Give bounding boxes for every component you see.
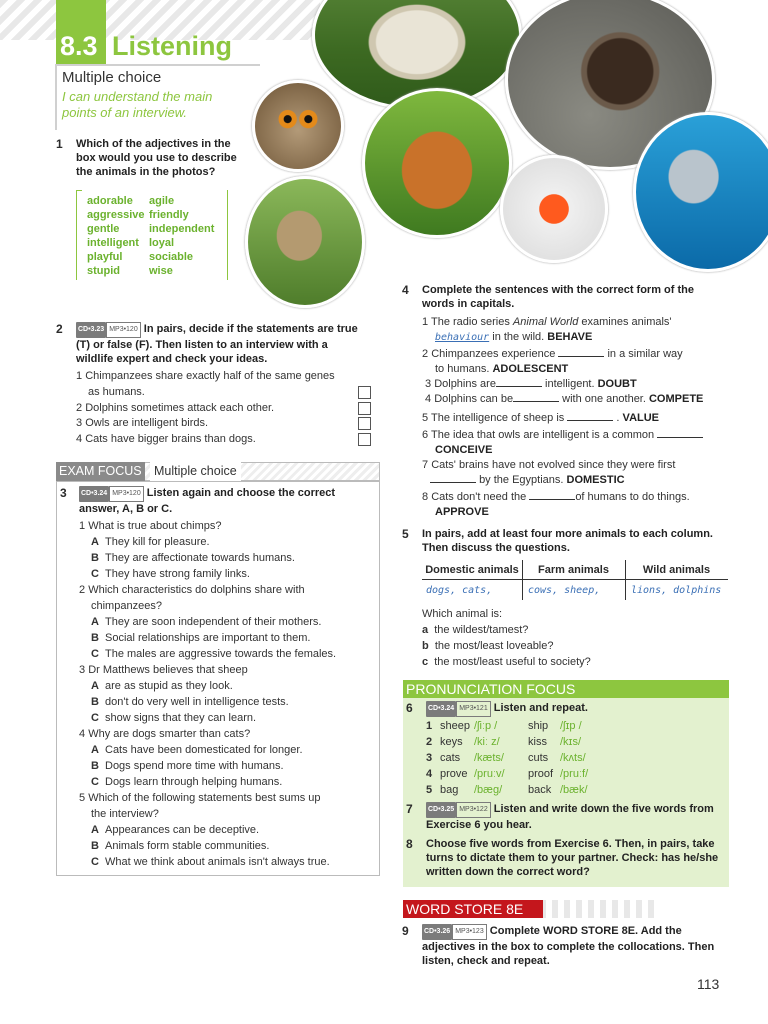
- option-text: They are soon independent of their mothers.: [105, 616, 322, 628]
- answer-option[interactable]: [79, 550, 374, 566]
- item-text: Cats have bigger brains than dogs.: [85, 433, 256, 445]
- sentence-text: of humans to do things.: [575, 491, 690, 503]
- cd-track-badge: CD•3.23: [76, 322, 106, 338]
- word: proof: [528, 768, 554, 780]
- adjective: adorable: [87, 195, 133, 207]
- option-letter: A: [91, 744, 99, 756]
- item-text: the wildest/tamest?: [434, 624, 529, 636]
- ex1-instruction: Which of the adjectives in the box would you use to describe the animals in the photos?: [76, 138, 237, 178]
- ex9-number: 9: [402, 924, 409, 938]
- phonetic: /bæk/: [560, 784, 588, 796]
- capital-word: APPROVE: [435, 506, 489, 518]
- option-text: Social relationships are important to them.: [105, 632, 311, 644]
- option-letter: C: [91, 712, 99, 724]
- ex3-instruction: [79, 486, 369, 516]
- sentence-text: to humans.: [435, 363, 493, 375]
- animal-table: [422, 560, 728, 600]
- ex4-sentence-7: 7 Cats' brains have not evolved since they were first: [422, 459, 676, 471]
- photo-cat: [245, 176, 365, 308]
- option-letter: A: [91, 680, 99, 692]
- question-text: Which characteristics do dolphins share with: [88, 584, 305, 596]
- ex5-item-b: [422, 639, 554, 654]
- minimal-pair: [426, 767, 726, 783]
- word: keys: [440, 736, 463, 748]
- ex8-number: 8: [406, 837, 413, 851]
- option-text: Dogs spend more time with humans.: [105, 760, 284, 772]
- ex6-instruction: [426, 701, 588, 717]
- adjective: friendly: [149, 209, 189, 221]
- table-cell[interactable]: cows, sheep,: [528, 585, 601, 596]
- column-header: Domestic animals: [425, 564, 519, 576]
- sentence-text: Cats' brains have not evolved since they were first: [431, 459, 676, 471]
- adjective: playful: [87, 251, 123, 263]
- option-letter: C: [91, 648, 99, 660]
- ex4-sentence-1-cont: [435, 330, 592, 345]
- word: ship: [528, 720, 549, 732]
- word: prove: [440, 768, 468, 780]
- sentence-text: with one another.: [562, 393, 649, 405]
- phonetic: /ʃɪp /: [560, 720, 582, 732]
- word-store-arrows: [540, 900, 660, 918]
- option-text: Appearances can be deceptive.: [105, 824, 260, 836]
- option-text: Animals form stable communities.: [105, 840, 270, 852]
- answer-option[interactable]: [79, 630, 374, 646]
- subtitle: Multiple choice: [62, 69, 162, 86]
- cd-track-badge: CD•3.24: [79, 486, 109, 502]
- ex4-number: 4: [402, 283, 409, 297]
- capital-word: BEHAVE: [547, 331, 593, 343]
- option-letter: C: [91, 568, 99, 580]
- ex1-number: 1: [56, 137, 63, 151]
- tf-checkbox[interactable]: [358, 386, 371, 399]
- adjective: agile: [149, 195, 175, 207]
- answer-option[interactable]: [79, 854, 374, 870]
- question-stem: [79, 662, 374, 678]
- item-letter: b: [422, 640, 429, 652]
- ex4-sentence-4: 4 Dolphins can be with one another. COMPETE: [425, 393, 704, 405]
- question-number: 5: [79, 792, 86, 804]
- question-text: Which of the following statements best sums up: [88, 792, 321, 804]
- question-text: What is true about chimps?: [88, 520, 222, 532]
- ex2-item-1: [76, 369, 366, 384]
- option-letter: B: [91, 760, 99, 772]
- phonetic: /kʌts/: [560, 752, 586, 764]
- option-letter: B: [91, 552, 99, 564]
- adjective: intelligent: [87, 237, 139, 249]
- pair-number: 4: [426, 768, 433, 780]
- sentence-text: .: [616, 412, 623, 424]
- adjective-row: [87, 250, 193, 264]
- ex2-number: 2: [56, 322, 63, 336]
- pronunciation-header: PRONUNCIATION FOCUS: [403, 680, 729, 698]
- minimal-pair: [426, 783, 726, 799]
- ex7-instruction: [426, 802, 726, 832]
- pair-number: 5: [426, 784, 433, 796]
- capital-word: DOMESTIC: [566, 474, 625, 486]
- tf-checkbox[interactable]: [358, 402, 371, 415]
- mp3-track-badge: MP3•122: [456, 802, 491, 818]
- phonetic: /pruːf/: [560, 768, 589, 780]
- adjective: gentle: [87, 223, 120, 235]
- word: kiss: [528, 736, 547, 748]
- ex4-sentence-2: 2 Chimpanzees experience in a similar way: [422, 348, 683, 360]
- option-text: don't do very well in intelligence tests.: [105, 696, 289, 708]
- tf-checkbox[interactable]: [358, 433, 371, 446]
- column-header: Wild animals: [642, 564, 711, 576]
- ex3-instruction-text: Listen again and choose the correct answer, A, B or C.: [79, 487, 336, 515]
- ex7-number: 7: [406, 802, 413, 816]
- item-number: 4: [76, 433, 83, 445]
- answer-option[interactable]: [79, 774, 374, 790]
- section-title: Listening: [112, 31, 232, 61]
- phonetic: /bæg/: [474, 784, 503, 796]
- adjective-box: [76, 190, 228, 280]
- sentence-text: examines animals': [578, 316, 672, 328]
- item-text: Chimpanzees share exactly half of the same genes: [85, 370, 335, 382]
- option-text: They have strong family links.: [105, 568, 250, 580]
- sentence-title: Animal World: [512, 316, 579, 328]
- item-letter: c: [422, 656, 429, 668]
- option-text: The males are aggressive towards the females.: [105, 648, 337, 660]
- ex2-instruction: [76, 322, 366, 366]
- question-text: Why are dogs smarter than cats?: [88, 728, 251, 740]
- option-text: Dogs learn through helping humans.: [105, 776, 283, 788]
- photo-owl: [252, 80, 344, 172]
- question-stem: [79, 518, 374, 534]
- item-number: 2: [76, 402, 83, 414]
- ex8-instruction: Choose five words from Exercise 6. Then, in pairs, take turns to dictate them to your partner. Check: has he/she written down the correct word?: [426, 838, 719, 878]
- ex7-instruction-text: Listen and write down the five words from Exercise 6 you hear.: [426, 803, 714, 831]
- ex2-item-2: [76, 401, 274, 416]
- ex6-instruction-text: Listen and repeat.: [493, 702, 588, 714]
- ex4-sentence-5: 5 The intelligence of sheep is . VALUE: [422, 412, 660, 424]
- ex3-question-list: [79, 518, 374, 870]
- ex2-item-1-cont: as humans.: [88, 386, 145, 398]
- cd-track-badge: CD•3.26: [422, 924, 452, 940]
- item-text: Owls are intelligent birds.: [85, 417, 209, 429]
- question-number: 1: [79, 520, 86, 532]
- adjective: sociable: [149, 251, 194, 263]
- answer-option[interactable]: [79, 534, 374, 550]
- answer-option[interactable]: [79, 822, 374, 838]
- exam-focus-tag: EXAM FOCUS: [56, 462, 145, 481]
- capital-word: COMPETE: [648, 393, 704, 405]
- answer-blank[interactable]: [430, 482, 476, 483]
- option-letter: B: [91, 632, 99, 644]
- option-letter: B: [91, 840, 99, 852]
- phonetic: /kɪs/: [560, 736, 582, 748]
- answer-option[interactable]: [79, 710, 374, 726]
- item-number: 1: [76, 370, 83, 382]
- option-letter: C: [91, 856, 99, 868]
- item-text: the most/least useful to society?: [434, 656, 591, 668]
- option-text: They kill for pleasure.: [105, 536, 210, 548]
- capital-word: CONCEIVE: [435, 444, 493, 456]
- phonetic: /kæts/: [474, 752, 504, 764]
- section-tab: [56, 0, 106, 26]
- ex9-instruction-text: Complete WORD STORE 8E. Add the adjectives in the box to complete the collocations. Then listen, check and repeat.: [422, 925, 715, 967]
- phonetic: /kiː z/: [474, 736, 500, 748]
- minimal-pair: [426, 751, 726, 767]
- word: back: [528, 784, 552, 796]
- page-number: 113: [697, 976, 720, 992]
- adjective: independent: [149, 223, 215, 235]
- pair-number: 2: [426, 736, 433, 748]
- answer-blank[interactable]: [496, 386, 542, 387]
- sentence-text: The idea that owls are intelligent is a common: [430, 429, 655, 441]
- ex4-sentence-7-cont: [430, 473, 625, 488]
- ex5-item-c: [422, 655, 591, 670]
- word: cats: [440, 752, 461, 764]
- minimal-pairs-list: [426, 719, 726, 799]
- sentence-text: Cats don't need the: [431, 491, 527, 503]
- cd-track-badge: CD•3.24: [426, 701, 456, 717]
- can-do-statement: I can understand the main points of an interview.: [62, 89, 213, 120]
- answer-option[interactable]: [79, 758, 374, 774]
- ex2-item-4: [76, 432, 256, 447]
- option-text: They are affectionate towards humans.: [105, 552, 295, 564]
- ex3-number: 3: [60, 486, 67, 500]
- phonetic: /ʃiːp /: [474, 720, 498, 732]
- option-text: What we think about animals isn't always true.: [105, 856, 330, 868]
- question-text: Dr Matthews believes that sheep: [88, 664, 248, 676]
- answer-option[interactable]: [79, 838, 374, 854]
- adjective: wise: [149, 265, 173, 277]
- ex4-sentence-1: 1 The radio series Animal World examines animals': [422, 316, 672, 328]
- question-number: 4: [79, 728, 86, 740]
- photo-dolphin: [633, 112, 768, 272]
- ex5-item-a: [422, 623, 528, 638]
- phonetic: /pruːv/: [474, 768, 505, 780]
- question-stem-cont: chimpanzees?: [91, 600, 162, 612]
- word: bag: [440, 784, 459, 796]
- answer-blank[interactable]: [567, 420, 613, 421]
- photo-dog: [362, 88, 512, 238]
- ex6-number: 6: [406, 701, 413, 715]
- option-letter: C: [91, 776, 99, 788]
- item-text: Dolphins sometimes attack each other.: [85, 402, 275, 414]
- sentence-text: Chimpanzees experience: [431, 348, 556, 360]
- sentence-text: The radio series: [430, 316, 513, 328]
- option-letter: A: [91, 616, 99, 628]
- sentence-text: Dolphins are: [434, 378, 496, 390]
- sentence-text: in a similar way: [607, 348, 683, 360]
- option-letter: A: [91, 536, 99, 548]
- answer-option[interactable]: [79, 566, 374, 582]
- adjective: loyal: [149, 237, 175, 249]
- adjective-row: [87, 264, 173, 278]
- answer-blank[interactable]: [513, 401, 559, 402]
- option-letter: A: [91, 824, 99, 836]
- ex5-instruction: In pairs, add at least four more animals to each column. Then discuss the questions.: [422, 528, 713, 554]
- ex4-sentence-3: 3 Dolphins are intelligent. DOUBT: [425, 378, 637, 390]
- cd-track-badge: CD•3.25: [426, 802, 456, 818]
- item-number: 3: [76, 417, 83, 429]
- answer-option[interactable]: [79, 646, 374, 662]
- pair-number: 1: [426, 720, 433, 732]
- ex5-number: 5: [402, 527, 409, 541]
- answer-blank[interactable]: [657, 437, 703, 438]
- example-answer: behaviour: [435, 332, 490, 343]
- ex5-question: Which animal is:: [422, 608, 503, 620]
- ex4-sentence-8: 8 Cats don't need the of humans to do things.: [422, 491, 690, 503]
- sentence-text: Dolphins can be: [434, 393, 514, 405]
- adjective-row: [87, 236, 174, 250]
- option-text: Cats have been domesticated for longer.: [105, 744, 303, 756]
- sentence-text: in the wild.: [489, 331, 548, 343]
- section-number: 8.3: [56, 26, 106, 64]
- question-number: 3: [79, 664, 86, 676]
- table-cell[interactable]: dogs, cats,: [426, 585, 493, 596]
- sentence-text: intelligent.: [545, 378, 598, 390]
- answer-blank[interactable]: [558, 356, 604, 357]
- question-stem-cont: the interview?: [91, 808, 159, 820]
- word: cuts: [528, 752, 549, 764]
- ex4-sentence-2-cont: [435, 362, 568, 377]
- ex2-item-3: [76, 416, 208, 431]
- table-cell[interactable]: lions, dolphins: [631, 585, 722, 596]
- answer-option[interactable]: [79, 678, 374, 694]
- sentence-text: The intelligence of sheep is: [430, 412, 565, 424]
- column-header: Farm animals: [538, 564, 609, 576]
- answer-option[interactable]: [79, 742, 374, 758]
- mp3-track-badge: MP3•121: [456, 701, 491, 717]
- minimal-pair: [426, 719, 726, 735]
- ex4-sentence-6: 6 The idea that owls are intelligent is a common: [422, 428, 703, 443]
- pair-number: 3: [426, 752, 433, 764]
- question-number: 2: [79, 584, 86, 596]
- word-store-header: WORD STORE 8E: [403, 900, 543, 918]
- tf-checkbox[interactable]: [358, 417, 371, 430]
- ex9-instruction: [422, 924, 722, 968]
- mp3-track-badge: MP3•120: [106, 322, 141, 338]
- photo-goldfish: [500, 155, 608, 263]
- adjective-row: [87, 208, 189, 222]
- option-text: are as stupid as they look.: [105, 680, 233, 692]
- mp3-track-badge: MP3•123: [452, 924, 487, 940]
- item-text: the most/least loveable?: [434, 640, 554, 652]
- minimal-pair: [426, 735, 726, 751]
- option-letter: B: [91, 696, 99, 708]
- sentence-text: by the Egyptians.: [479, 474, 567, 486]
- question-stem: [79, 582, 374, 598]
- adjective-row: [87, 222, 214, 236]
- answer-blank[interactable]: [529, 499, 575, 500]
- item-letter: a: [422, 624, 429, 636]
- mp3-track-badge: MP3•120: [109, 486, 144, 502]
- capital-word: DOUBT: [597, 378, 637, 390]
- ex2-instruction-text: In pairs, decide if the statements are true (T) or false (F). Then listen to an interview with a wildlife expert and check your ideas.: [76, 323, 358, 365]
- ex4-instruction: Complete the sentences with the correct form of the words in capitals.: [422, 284, 694, 310]
- adjective: aggressive: [87, 209, 145, 221]
- exam-focus-label: Multiple choice: [150, 462, 241, 481]
- question-stem: [79, 726, 374, 742]
- capital-word: ADOLESCENT: [492, 363, 569, 375]
- capital-word: VALUE: [622, 412, 660, 424]
- word: sheep: [440, 720, 470, 732]
- adjective-row: [87, 194, 174, 208]
- answer-option[interactable]: [79, 694, 374, 710]
- adjective: stupid: [87, 265, 120, 277]
- answer-option[interactable]: [79, 614, 374, 630]
- option-text: show signs that they can learn.: [105, 712, 257, 724]
- question-stem: [79, 790, 374, 806]
